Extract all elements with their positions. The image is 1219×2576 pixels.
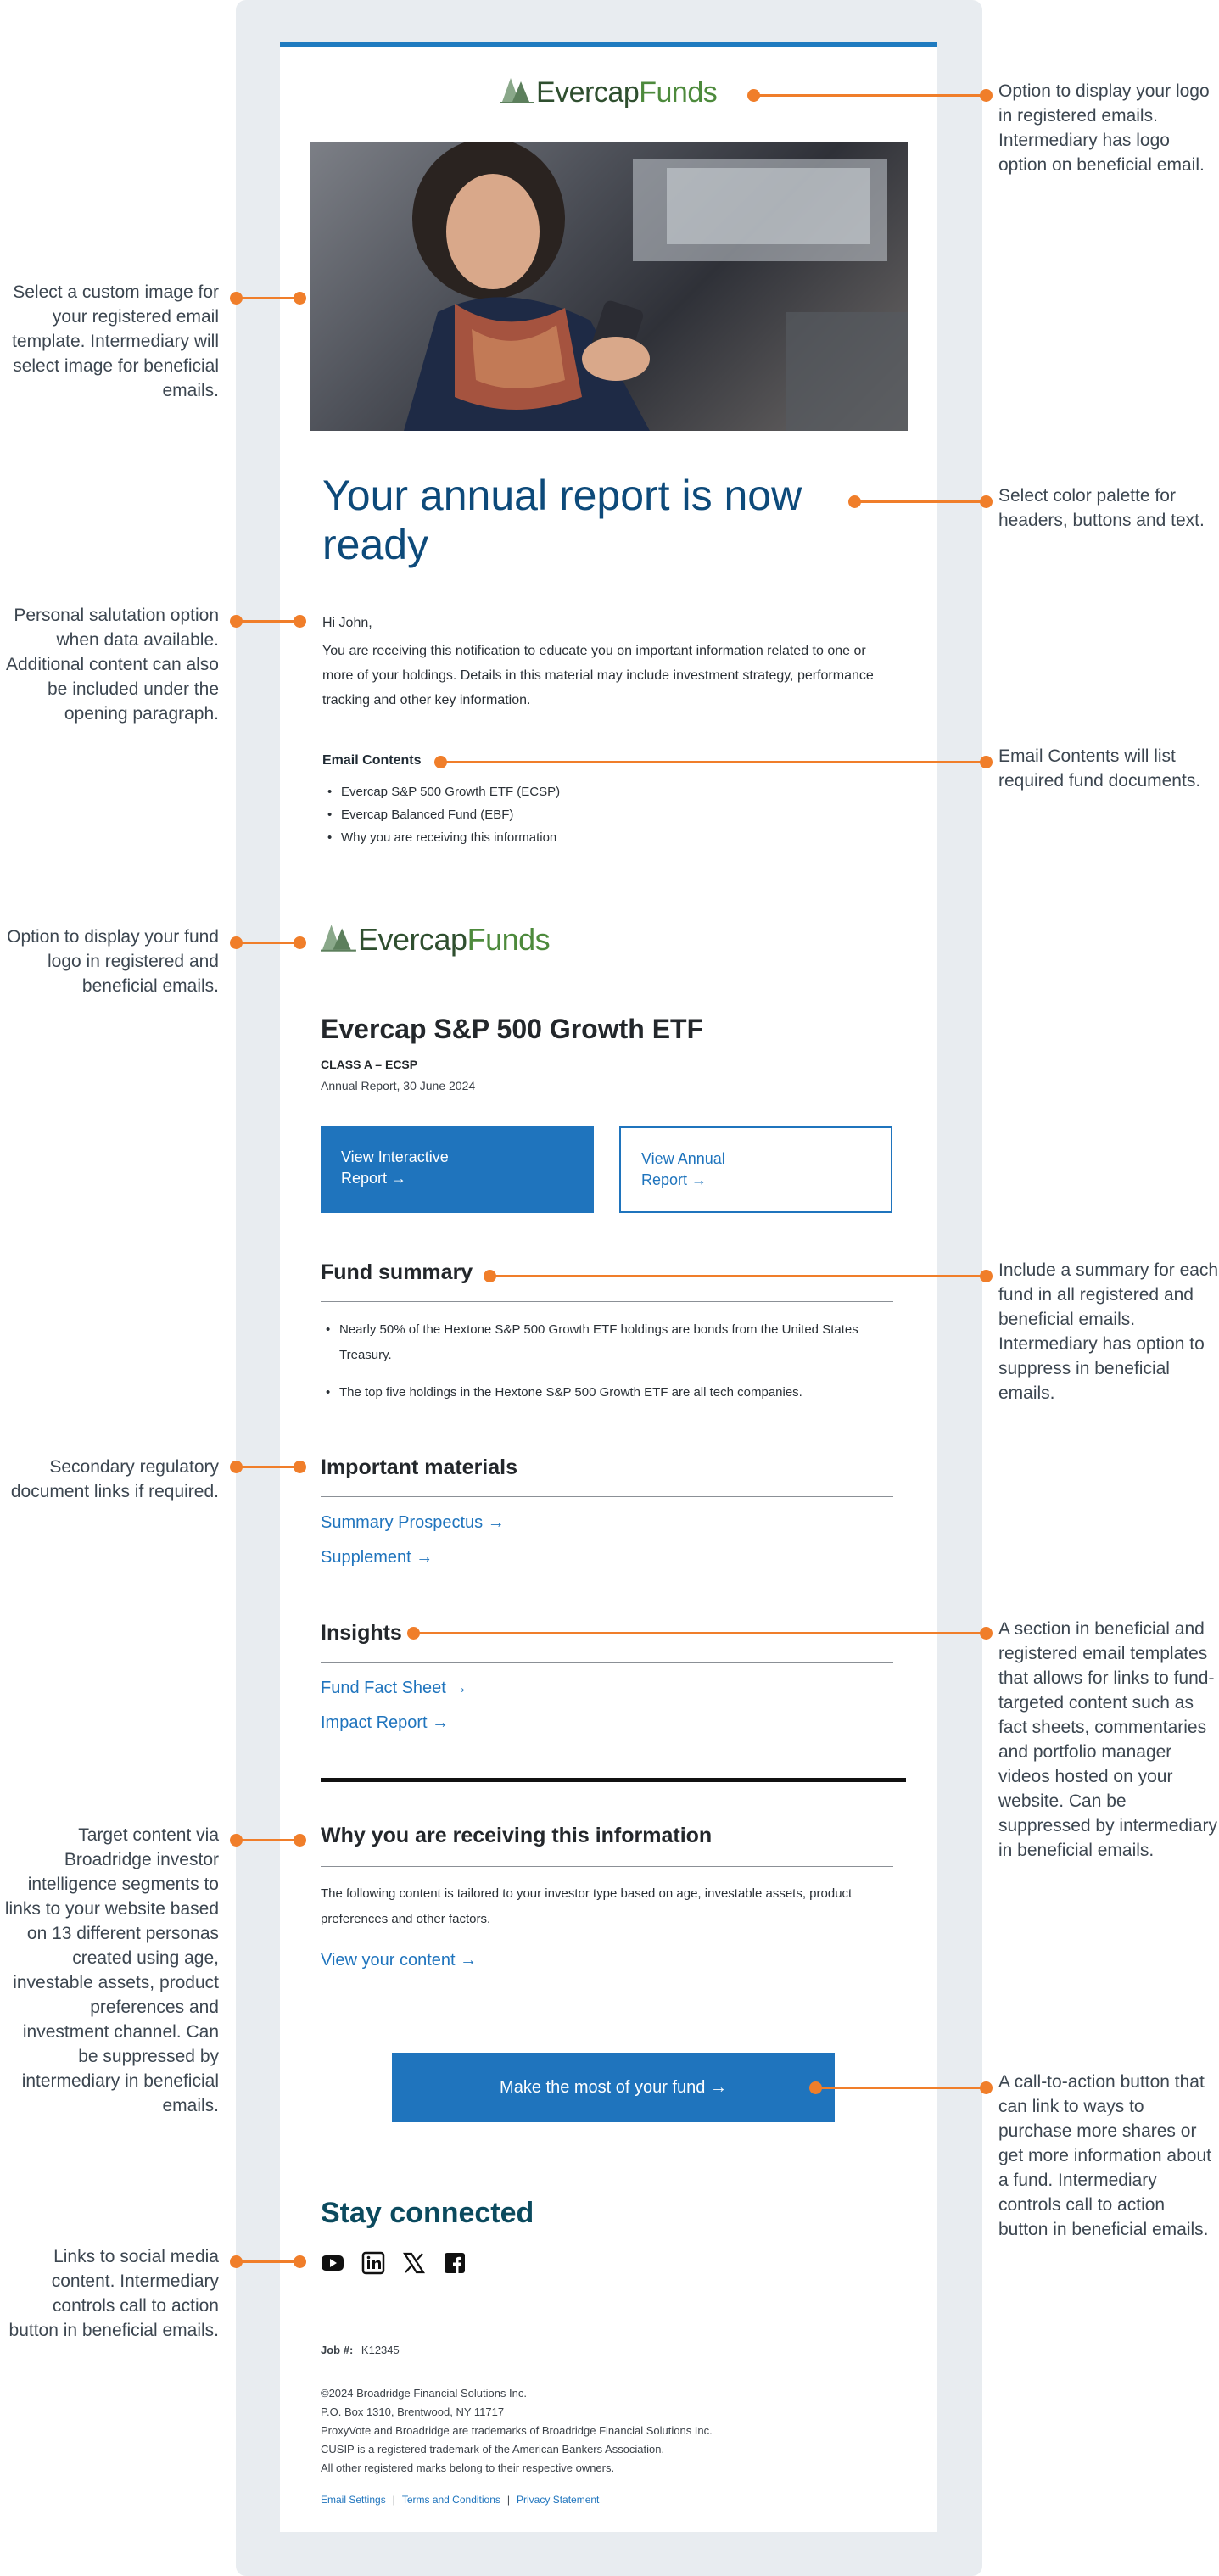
annotation-dot	[980, 495, 993, 508]
annotation-dot	[294, 292, 306, 305]
section-divider-thick	[321, 1778, 906, 1782]
divider	[321, 1662, 893, 1663]
annotation-connector	[489, 1275, 986, 1277]
annotation-dot	[980, 1627, 993, 1640]
headline: Your annual report is now ready	[322, 472, 802, 568]
annotation-connector	[753, 94, 986, 97]
annotation-dot	[980, 756, 993, 768]
annotation-connector	[236, 620, 299, 623]
facebook-icon[interactable]	[443, 2251, 467, 2275]
annotation-email-contents: Email Contents will list required fund documents.	[998, 746, 1201, 791]
why-title: Why you are receiving this information	[321, 1824, 713, 1847]
list-item: • Evercap Balanced Fund (EBF)	[322, 803, 882, 826]
impact-report-link[interactable]: Impact Report →	[321, 1713, 450, 1732]
annotation-connector	[236, 942, 299, 944]
annotation-connector	[236, 1839, 299, 1841]
annotation-dot	[980, 2081, 993, 2094]
why-paragraph: The following content is tailored to your investor type based on age, investable assets, product preferences and other factors.	[321, 1886, 853, 1926]
fund-summary-list	[321, 1317, 889, 1405]
annotation-dot	[294, 1461, 306, 1473]
email-settings-link[interactable]: Email Settings	[321, 2494, 386, 2506]
annotation-fund-logo: Option to display your fund logo in registered and beneficial emails.	[7, 927, 219, 996]
annotation-custom-image: Select a custom image for your registered email template. Intermediary will select image for beneficial emails.	[12, 282, 219, 400]
annotation-connector	[440, 761, 986, 763]
divider	[321, 1496, 893, 1497]
insights-title: Insights	[321, 1621, 402, 1645]
view-annual-report-button[interactable]	[619, 1126, 892, 1213]
brand-logo-top: EvercapFunds	[500, 76, 717, 109]
separator: |	[392, 2494, 395, 2506]
job-number	[321, 2344, 400, 2356]
supplement-link[interactable]: Supplement →	[321, 1548, 433, 1567]
annotation-connector	[236, 297, 299, 299]
footer-line: All other registered marks belong to their respective owners.	[321, 2461, 615, 2474]
terms-link[interactable]: Terms and Conditions	[401, 2494, 500, 2506]
fund-report-date: Annual Report, 30 June 2024	[321, 1079, 476, 1092]
tree-logo-icon	[321, 923, 358, 953]
hero-image	[310, 142, 908, 431]
footer-line: ProxyVote and Broadridge are trademarks of Broadridge Financial Solutions Inc.	[321, 2424, 713, 2437]
fund-name: Evercap S&P 500 Growth ETF	[321, 1014, 704, 1044]
email-contents-title: Email Contents	[322, 753, 422, 768]
footer-line: P.O. Box 1310, Brentwood, NY 11717	[321, 2406, 505, 2418]
summary-prospectus-link[interactable]: Summary Prospectus →	[321, 1513, 505, 1532]
annotation-color-palette: Select color palette for headers, buttons and text.	[998, 486, 1205, 530]
annotation-connector	[236, 2260, 299, 2263]
divider	[321, 1301, 893, 1302]
button-label: View Interactive Report →	[341, 1148, 449, 1187]
separator: |	[506, 2494, 511, 2506]
x-icon[interactable]	[402, 2251, 426, 2275]
list-item: • Nearly 50% of the Hextone S&P 500 Growth ETF holdings are bonds from the United States Treasury.	[321, 1317, 889, 1368]
annotation-connector	[815, 2087, 986, 2089]
list-item: • Evercap S&P 500 Growth ETF (ECSP)	[322, 780, 882, 803]
annotation-fund-summary: Include a summary for each fund in all registered and beneficial emails. Intermediary has option to suppress in beneficial emails.	[998, 1260, 1219, 1403]
button-label: View Annual Report →	[641, 1150, 725, 1188]
annotation-connector	[413, 1632, 986, 1634]
fund-class: CLASS A – ECSP	[321, 1058, 418, 1071]
make-the-most-cta-button[interactable]	[392, 2053, 835, 2122]
annotation-cta: A call-to-action button that can link to ways to purchase more shares or get more information about a fund. Intermediary controls call to action button in beneficial emails.	[998, 2072, 1211, 2239]
footer-links	[321, 2494, 599, 2506]
privacy-link[interactable]: Privacy Statement	[517, 2494, 600, 2506]
list-item: • The top five holdings in the Hextone S&P 500 Growth ETF are all tech companies.	[321, 1380, 889, 1405]
job-label: Job #:	[321, 2344, 354, 2356]
top-accent-bar	[280, 42, 937, 47]
annotation-connector	[236, 1466, 299, 1468]
salutation: Hi John,	[322, 616, 372, 630]
annotation-connector	[854, 500, 986, 503]
annotation-salutation: Personal salutation option when data available. Additional content can also be included under the opening paragraph.	[5, 606, 219, 724]
important-materials-title: Important materials	[321, 1456, 518, 1479]
annotation-dot	[980, 1270, 993, 1282]
annotation-social: Links to social media content. Intermediary controls call to action button in beneficial emails.	[8, 2247, 219, 2340]
linkedin-icon[interactable]	[361, 2251, 385, 2275]
woman-phone-illustration	[310, 142, 908, 431]
annotation-dot	[294, 936, 306, 949]
stay-connected-title: Stay connected	[321, 2197, 534, 2229]
fund-fact-sheet-link[interactable]: Fund Fact Sheet →	[321, 1679, 468, 1697]
annotation-dot	[294, 1834, 306, 1847]
email-card	[280, 42, 937, 2532]
divider	[321, 1866, 893, 1867]
annotation-insights: A section in beneficial and registered email templates that allows for links to fund-targeted content such as fact sheets, commentaries and portfolio manager videos hosted on your website. Can be suppressed by intermediary in beneficial emails.	[998, 1619, 1217, 1860]
annotation-target-content: Target content via Broadridge investor intelligence segments to links to your website based on 13 different personas created using age, investable assets, product preferences and investment channel. Can be suppressed by intermediary in beneficial emails.	[4, 1825, 219, 2115]
intro-paragraph: You are receiving this notification to educate you on important information related to one or more of your holdings. Details in this material may include investment strategy, performance tracking and other key information.	[322, 644, 874, 707]
fund-summary-title: Fund summary	[321, 1260, 473, 1284]
email-contents-list	[322, 780, 882, 849]
fund-logo: EvercapFunds	[321, 922, 550, 958]
footer-line: ©2024 Broadridge Financial Solutions Inc.	[321, 2387, 528, 2400]
list-item: • Why you are receiving this information	[322, 826, 882, 849]
annotation-dot	[980, 89, 993, 102]
annotation-dot	[294, 2255, 306, 2268]
annotation-logo-option: Option to display your logo in registered emails. Intermediary has logo option on beneficial email.	[998, 81, 1210, 175]
cta-label: Make the most of your fund →	[500, 2078, 727, 2097]
youtube-icon[interactable]	[321, 2251, 344, 2275]
annotation-dot	[294, 615, 306, 628]
tree-logo-icon	[500, 76, 536, 105]
job-value: K12345	[361, 2344, 400, 2356]
annotation-secondary-docs: Secondary regulatory document links if required.	[10, 1457, 219, 1501]
view-your-content-link[interactable]: View your content →	[321, 1951, 478, 1970]
view-interactive-report-button[interactable]	[321, 1126, 594, 1213]
footer-line: CUSIP is a registered trademark of the American Bankers Association.	[321, 2443, 665, 2456]
